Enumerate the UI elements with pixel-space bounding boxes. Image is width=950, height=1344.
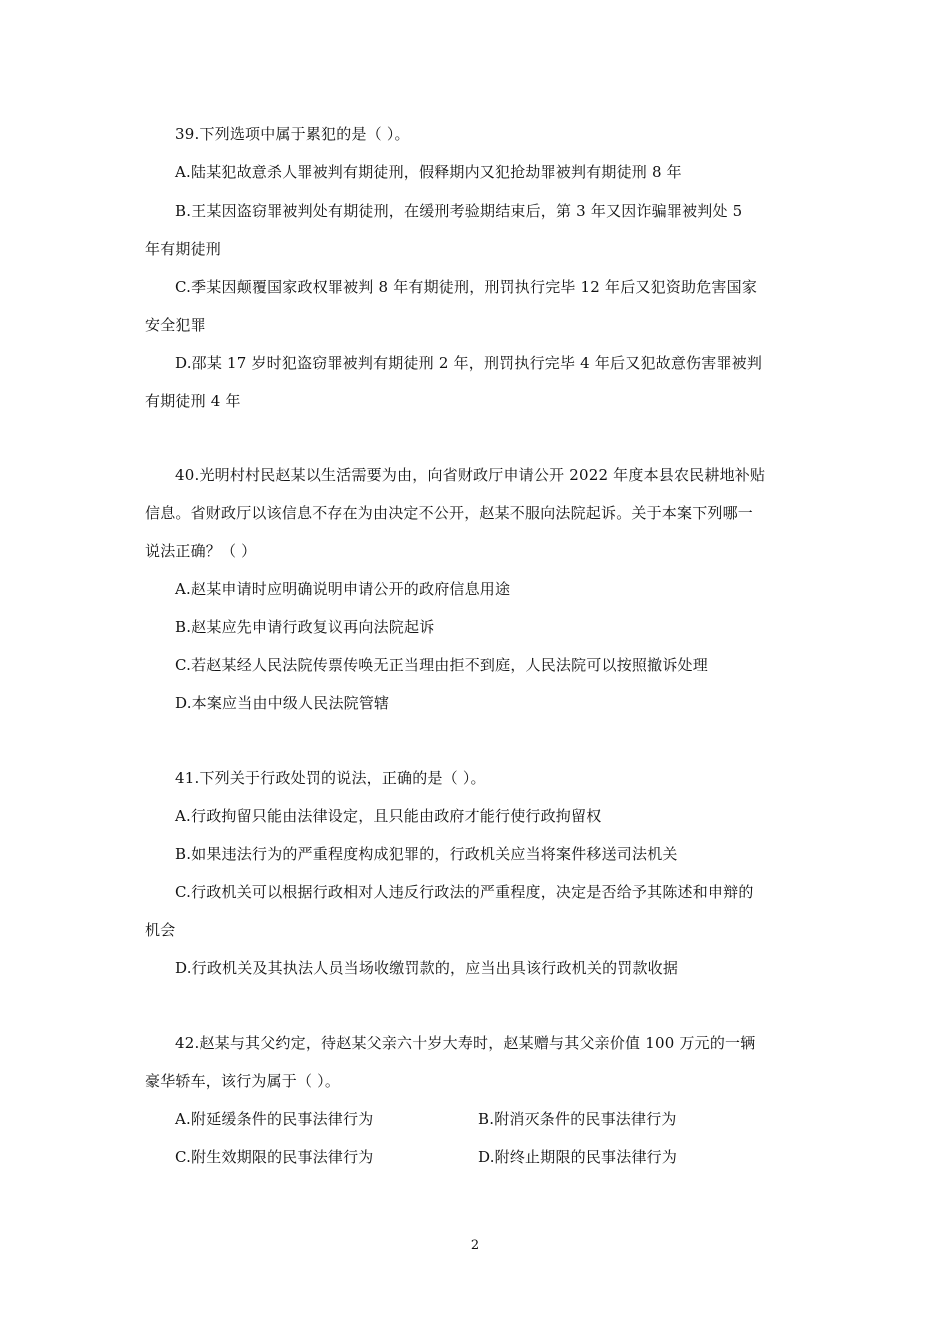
option-c: C.行政机关可以根据行政相对人违反行政法的严重程度，决定是否给予其陈述和申辩的 (175, 883, 754, 901)
option-b: B.附消灭条件的民事法律行为 (478, 1110, 677, 1128)
question-stem: 41.下列关于行政处罚的说法，正确的是（ ）。 (175, 769, 486, 787)
option-c-continuation: 机会 (145, 921, 176, 939)
option-d-continuation: 有期徒刑 4 年 (145, 392, 241, 410)
option-c: C.若赵某经人民法院传票传唤无正当理由拒不到庭，人民法院可以按照撤诉处理 (175, 656, 708, 674)
option-a: A.赵某申请时应明确说明申请公开的政府信息用途 (175, 580, 511, 598)
option-b: B.赵某应先申请行政复议再向法院起诉 (175, 618, 435, 636)
page-number: 2 (470, 1238, 480, 1253)
question-stem-continuation: 豪华轿车，该行为属于（ ）。 (145, 1072, 341, 1090)
question-stem: 42.赵某与其父约定，待赵某父亲六十岁大寿时，赵某赠与其父亲价值 100 万元的一辆 (175, 1034, 756, 1052)
option-d: D.附终止期限的民事法律行为 (478, 1148, 678, 1166)
option-d: D.本案应当由中级人民法院管辖 (175, 694, 390, 712)
question-stem: 40.光明村村民赵某以生活需要为由，向省财政厅申请公开 2022 年度本县农民耕地补贴 (175, 466, 766, 484)
option-a: A.陆某犯故意杀人罪被判有期徒刑，假释期内又犯抢劫罪被判有期徒刑 8 年 (175, 163, 682, 181)
option-b-continuation: 年有期徒刑 (145, 240, 222, 258)
option-a: A.附延缓条件的民事法律行为 (175, 1110, 374, 1128)
question-stem-continuation: 信息。省财政厅以该信息不存在为由决定不公开，赵某不服向法院起诉。关于本案下列哪一 (145, 504, 754, 522)
option-d: D.邵某 17 岁时犯盗窃罪被判有期徒刑 2 年，刑罚执行完毕 4 年后又犯故意伤害罪被判 (175, 354, 763, 372)
option-c-continuation: 安全犯罪 (145, 316, 206, 334)
option-c: C.季某因颠覆国家政权罪被判 8 年有期徒刑，刑罚执行完毕 12 年后又犯资助危害国家 (175, 278, 758, 296)
question-stem-continuation: 说法正确？（ ） (145, 542, 257, 560)
option-b: B.如果违法行为的严重程度构成犯罪的，行政机关应当将案件移送司法机关 (175, 845, 678, 863)
question-stem: 39.下列选项中属于累犯的是（ ）。 (175, 125, 410, 143)
option-c: C.附生效期限的民事法律行为 (175, 1148, 374, 1166)
option-d: D.行政机关及其执法人员当场收缴罚款的，应当出具该行政机关的罚款收据 (175, 959, 679, 977)
option-b: B.王某因盗窃罪被判处有期徒刑，在缓刑考验期结束后，第 3 年又因诈骗罪被判处 5 (175, 202, 743, 220)
option-a: A.行政拘留只能由法律设定，且只能由政府才能行使行政拘留权 (175, 807, 602, 825)
